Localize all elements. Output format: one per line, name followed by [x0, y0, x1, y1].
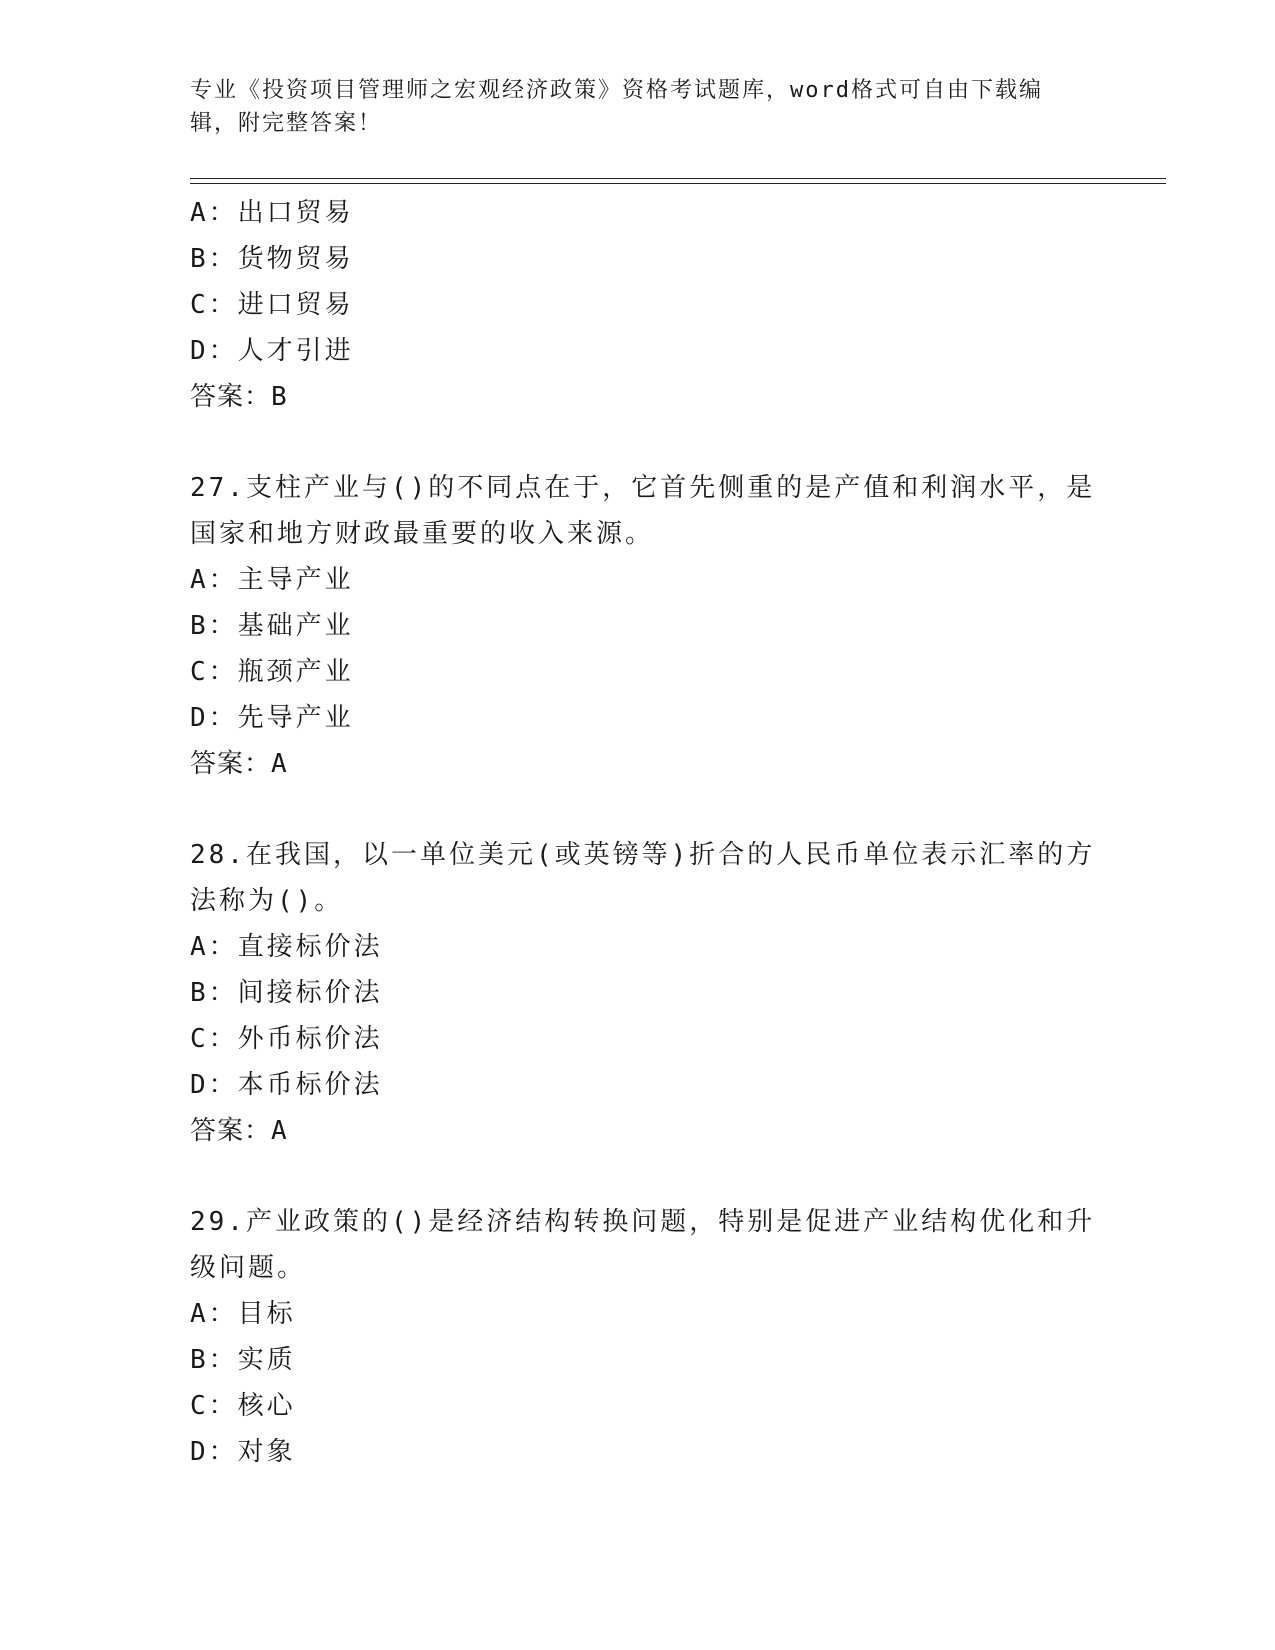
option-c: C：进口贸易: [190, 290, 354, 320]
question-stem: [190, 1199, 1096, 1291]
option-d: D：先导产业: [190, 703, 354, 733]
question-stem-line-2: 国家和地方财政最重要的收入来源。: [190, 519, 655, 549]
option-c: C：外币标价法: [190, 1024, 383, 1054]
question-stem-line-1: 28.在我国，以一单位美元(或英镑等)折合的人民币单位表示汇率的方: [190, 840, 1096, 870]
question-stem-line-2: 级问题。: [190, 1253, 307, 1283]
header-divider-bottom: [190, 183, 1166, 184]
question-stem-line-1: 29.产业政策的()是经济结构转换问题，特别是促进产业结构优化和升: [190, 1207, 1096, 1237]
question-list: [190, 190, 1096, 1475]
option-b: B：实质: [190, 1345, 296, 1375]
option-c: C：瓶颈产业: [190, 657, 354, 687]
question-stem: [190, 832, 1096, 924]
header-line-2: 辑，附完整答案！: [190, 111, 383, 136]
answer: 答案：B: [190, 382, 288, 412]
option-a: A：主导产业: [190, 565, 354, 595]
answer: 答案：A: [190, 1116, 288, 1146]
option-b: B：间接标价法: [190, 978, 383, 1008]
question-stem: [190, 465, 1096, 557]
option-c: C：核心: [190, 1391, 296, 1421]
option-d: D：人才引进: [190, 336, 354, 366]
option-b: B：基础产业: [190, 611, 354, 641]
option-d: D：本币标价法: [190, 1070, 383, 1100]
document-header: [190, 74, 1090, 140]
option-a: A：目标: [190, 1299, 296, 1329]
question-27: [190, 465, 1096, 787]
header-line-1: 专业《投资项目管理师之宏观经济政策》资格考试题库，word格式可自由下载编: [190, 78, 1043, 103]
question-29: [190, 1199, 1096, 1475]
option-d: D：对象: [190, 1437, 296, 1467]
question-stem-line-1: 27.支柱产业与()的不同点在于，它首先侧重的是产值和利润水平，是: [190, 473, 1096, 503]
option-a: A：直接标价法: [190, 932, 383, 962]
question-28: [190, 832, 1096, 1154]
header-divider-top: [190, 178, 1166, 179]
question-stem-line-2: 法称为()。: [190, 886, 344, 916]
option-b: B：货物贸易: [190, 244, 354, 274]
option-a: A：出口贸易: [190, 198, 354, 228]
answer: 答案：A: [190, 749, 288, 779]
question-26: [190, 190, 1090, 420]
